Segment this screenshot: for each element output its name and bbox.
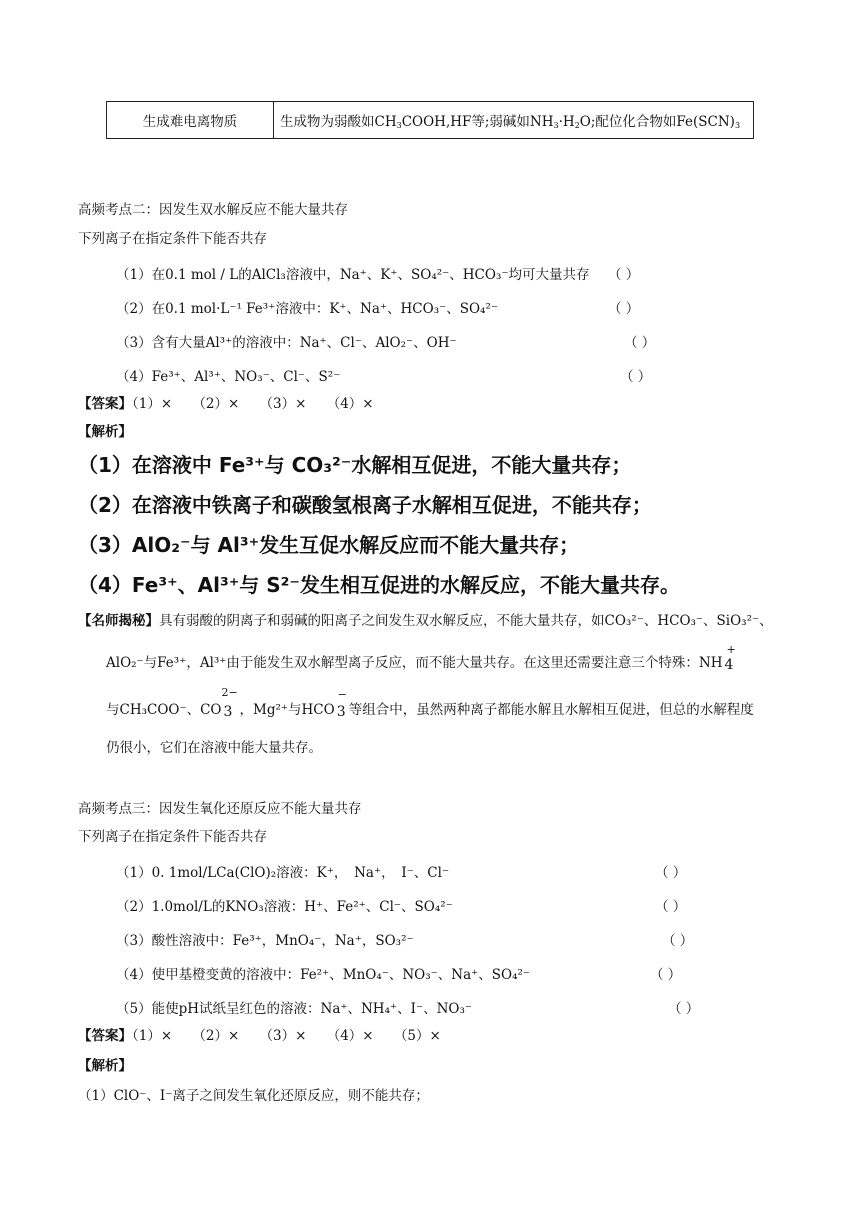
table-cell-description [274, 102, 754, 139]
analysis-line: （3）AlO₂⁻与 Al³⁺发生互促水解反应而不能大量共存； [78, 533, 580, 557]
answer-label: 【答案】 [78, 1028, 132, 1044]
ion-hco3 [335, 688, 349, 720]
tip-label: 【名师揭秘】 [78, 613, 159, 629]
answer-blank: （ ） [655, 899, 687, 915]
question-item: （5）能使pH试纸呈红色的溶液：Na⁺、NH₄⁺、I⁻、NO₃⁻ [116, 1001, 472, 1017]
tip-text: 具有弱酸的阴离子和弱碱的阳离子之间发生双水解反应，不能大量共存，如CO₃²⁻、HCO₃⁻、SiO₃²⁻、 [159, 613, 773, 629]
answer-blank: （ ） [608, 301, 640, 317]
ion-subscript: 3 [336, 704, 346, 720]
question-item: （1）在0.1 mol / L的AlCl₃溶液中，Na⁺、K⁺、SO₄²⁻、HCO₃⁻均可大量共存 [116, 267, 590, 283]
section3-intro: 下列离子在指定条件下能否共存 [78, 829, 267, 845]
tip-line [78, 609, 773, 629]
text-run: COOH,HF等;弱碱如NH [401, 114, 554, 130]
ion-co3 [221, 686, 240, 720]
ion-charge: 2− [221, 686, 238, 699]
question-item: （2）在0.1 mol·L⁻¹ Fe³⁺溶液中：K⁺、Na⁺、HCO₃⁻、SO₄²⁻ [116, 301, 499, 317]
question-item: （1）0. 1mol/LCa(ClO)₂溶液：K⁺， Na⁺， I⁻、Cl⁻ [116, 865, 450, 881]
answer-text: （1）× （2）× （3）× （4）× （5）× [132, 1028, 441, 1044]
section3-heading: 高频考点三：因发生氧化还原反应不能大量共存 [78, 801, 362, 817]
tip-text: 与CH₃COO⁻、CO [106, 702, 222, 718]
tip-text: AlO₂⁻与Fe³⁺，Al³⁺由于能发生双水解型离子反应，而不能大量共存。在这里还需要注意三个特殊：NH [106, 655, 723, 671]
analysis-line: （1）ClO⁻、I⁻离子之间发生氧化还原反应，则不能共存； [78, 1088, 429, 1104]
tip-text: ，Mg²⁺与HCO [239, 702, 335, 718]
answer-blank: （ ） [608, 267, 640, 283]
ion-subscript: 3 [223, 704, 233, 720]
answer-blank: （ ） [620, 369, 652, 385]
ion-charge: + [726, 643, 736, 656]
answer-line [78, 392, 374, 412]
subscript: 2 [574, 121, 580, 130]
section2-intro: 下列离子在指定条件下能否共存 [78, 231, 267, 247]
tip-line [106, 686, 754, 720]
ion-nh4 [723, 643, 737, 673]
tip-line: 仍很小，它们在溶液中能大量共存。 [106, 740, 322, 756]
subscript: 3 [396, 121, 402, 130]
ion-subscript: 4 [724, 657, 734, 673]
question-item: （2）1.0mol/L的KNO₃溶液：H⁺、Fe²⁺、Cl⁻、SO₄²⁻ [116, 899, 453, 915]
answer-text: （1）× （2）× （3）× （4）× [132, 396, 374, 412]
question-item: （4）使甲基橙变黄的溶液中：Fe²⁺、MnO₄⁻、NO₃⁻、Na⁺、SO₄²⁻ [116, 967, 531, 983]
question-item: （4）Fe³⁺、Al³⁺、NO₃⁻、Cl⁻、S²⁻ [116, 369, 341, 385]
tip-line [106, 643, 737, 673]
analysis-line: （1）在溶液中 Fe³⁺与 CO₃²⁻水解相互促进，不能大量共存； [78, 453, 632, 477]
answer-blank: （ ） [650, 967, 682, 983]
analysis-label: 【解析】 [78, 1058, 132, 1074]
analysis-label: 【解析】 [78, 424, 132, 440]
text-run: ·H [558, 114, 575, 130]
tip-text: 等组合中，虽然两种离子都能水解且水解相互促进，但总的水解程度 [348, 702, 754, 718]
ion-table [106, 101, 754, 139]
answer-line [78, 1024, 441, 1044]
subscript: 3 [734, 121, 741, 130]
question-item: （3）含有大量Al³⁺的溶液中：Na⁺、Cl⁻、AlO₂⁻、OH⁻ [116, 335, 457, 351]
subscript: 3 [553, 121, 559, 130]
answer-blank: （ ） [668, 1001, 700, 1017]
question-item: （3）酸性溶液中：Fe³⁺，MnO₄⁻，Na⁺，SO₃²⁻ [116, 933, 414, 949]
answer-blank: （ ） [655, 865, 687, 881]
text-run: 生成物为弱酸如CH [280, 114, 397, 130]
answer-blank: （ ） [624, 335, 656, 351]
answer-label: 【答案】 [78, 396, 132, 412]
answer-blank: （ ） [662, 933, 694, 949]
ion-charge: − [337, 688, 347, 701]
analysis-line: （2）在溶液中铁离子和碳酸氢根离子水解相互促进，不能共存； [78, 493, 652, 517]
section2-heading: 高频考点二：因发生双水解反应不能大量共存 [78, 202, 348, 218]
text-run: O;配位化合物如Fe(SCN) [579, 114, 735, 130]
analysis-line: （4）Fe³⁺、Al³⁺与 S²⁻发生相互促进的水解反应，不能大量共存。 [78, 573, 680, 597]
table-cell-category: 生成难电离物质 [107, 102, 274, 139]
